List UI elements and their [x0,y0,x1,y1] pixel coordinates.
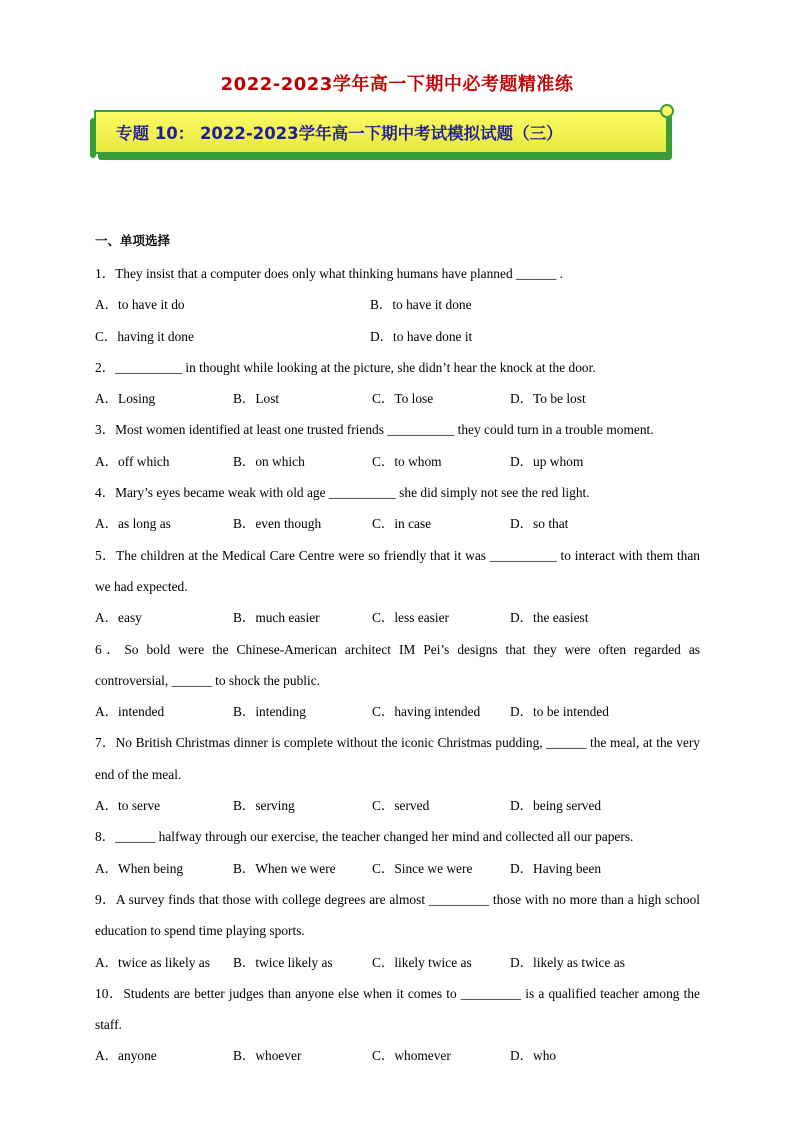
banner-body [94,110,668,154]
option-a: A．twice as likely as [95,954,210,970]
question-list [95,227,700,1072]
option-row [95,947,700,978]
option-c: C．in case [372,516,432,532]
question-stem: 1．They insist that a computer does only what thinking humans have planned ______ . [95,266,563,281]
option-row [95,289,700,320]
option-d: D．up whom [510,453,584,469]
question-stem: 6．So bold were the Chinese-American architect IM Pei’s designs that they were often regarded as controversial, ______ to shock the public. [95,641,700,688]
option-a: A．intended [95,704,165,720]
option-row [95,853,700,884]
option-row [95,1040,700,1071]
option-a: A．When being [95,860,184,876]
option-a: A．to serve [95,798,161,814]
option-b: B．Lost [233,391,280,407]
option-d: D．the easiest [510,610,589,626]
option-b: B．When we were [233,860,336,876]
option-c: C．served [372,798,430,814]
option-c: C．likely twice as [372,954,472,970]
option-a: A．to have it do [95,297,185,313]
option-d: D．Having been [510,860,602,876]
option-b: B．even though [233,516,322,532]
option-b: B．much easier [233,610,320,626]
option-b: B．on which [233,453,305,469]
option-d: D．likely as twice as [510,954,625,970]
option-c: C．less easier [372,610,449,626]
banner-scroll-curl [660,104,674,118]
question-stem: 7．No British Christmas dinner is complete without the iconic Christmas pudding, ______ the meal, at the very end of the meal. [95,735,700,782]
option-b: B．whoever [233,1048,302,1064]
option-a: A．as long as [95,516,171,532]
page-header-title: 2022-2023学年高一下期中必考题精准练 [220,74,574,95]
option-d: D．To be lost [510,391,586,407]
option-b: B．serving [233,798,295,814]
option-b: B．to have it done [370,297,472,313]
option-row [95,508,700,539]
option-c: C．To lose [372,391,434,407]
banner-title: 专题 10： 2022-2023学年高一下期中考试模拟试题（三） [116,124,563,143]
option-d: D．so that [510,516,569,532]
option-b: B．twice likely as [233,954,333,970]
section-title: 一、单项选择 [95,233,171,248]
option-c: C．having it done [95,328,194,344]
option-d: D．being served [510,798,602,814]
topic-banner [94,104,672,162]
option-b: B．intending [233,704,306,720]
question-stem: 5．The children at the Medical Care Centre were so friendly that it was __________ to interact with them than we had expected. [95,547,700,594]
question-stem: 8．______ halfway through our exercise, the teacher changed her mind and collected all our papers. [95,829,634,845]
option-row [95,446,700,477]
option-c: C．whomever [372,1048,451,1064]
option-d: D．to be intended [510,704,609,720]
option-d: D．to have done it [370,328,473,344]
option-a: A．off which [95,453,170,469]
option-a: A．Losing [95,391,156,407]
option-c: C．Since we were [372,860,473,876]
option-row [95,321,700,352]
option-row [95,383,700,414]
question-stem: 3．Most women identified at least one trusted friends __________ they could turn in a trouble moment. [95,422,654,438]
option-row [95,696,700,727]
option-c: C．having intended [372,704,481,720]
option-a: A．easy [95,610,142,626]
question-stem: 4．Mary’s eyes became weak with old age __________ she did simply not see the red light. [95,485,590,501]
option-a: A．anyone [95,1048,157,1064]
question-stem: 2．__________ in thought while looking at the picture, she didn’t hear the knock at the door. [95,359,596,375]
option-row [95,602,700,633]
question-stem: 9．A survey finds that those with college degrees are almost _________ those with no more than a high school education to spend time playing sports. [95,891,700,939]
option-row [95,790,700,821]
option-d: D．who [510,1048,557,1064]
option-c: C．to whom [372,453,442,469]
question-stem: 10．Students are better judges than anyone else when it comes to _________ is a qualified teacher among the staff. [95,985,700,1033]
